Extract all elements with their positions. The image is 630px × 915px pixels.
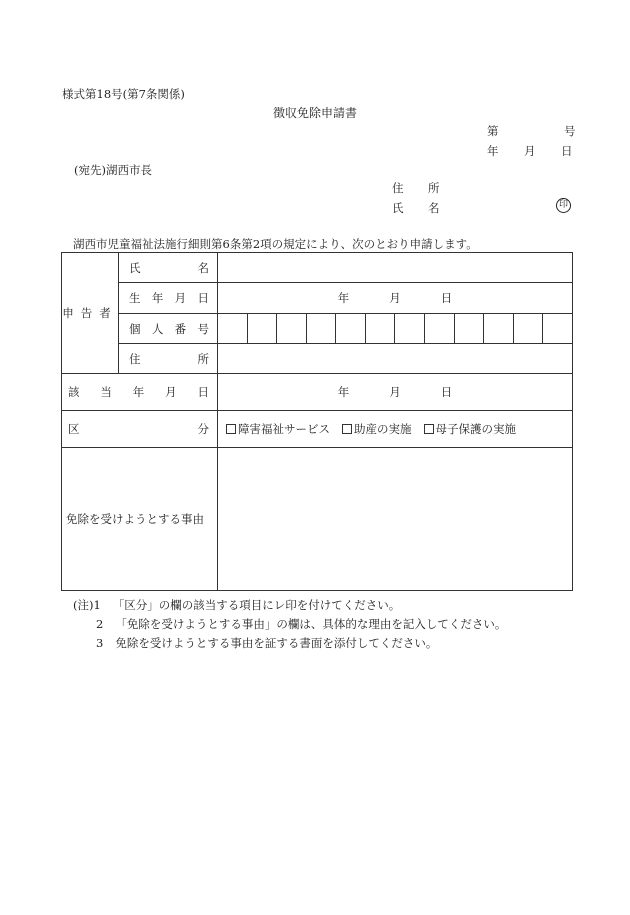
- applicable-date-field[interactable]: [218, 374, 573, 411]
- document-title: 徴収免除申請書: [272, 106, 357, 120]
- mynumber-digit-box[interactable]: [514, 314, 544, 343]
- note-1-number: 1: [93, 598, 101, 612]
- reason-label: 免除を受けようとする事由: [66, 512, 204, 526]
- note-3-text: 免除を受けようとする事由を証する書面を添付してください。: [115, 636, 438, 650]
- birth-date-field[interactable]: [218, 283, 573, 314]
- mynumber-digit-box[interactable]: [395, 314, 425, 343]
- row-label-category-char: 区: [68, 422, 80, 436]
- row-label-address-char: 所: [197, 351, 209, 366]
- mynumber-digit-box[interactable]: [425, 314, 455, 343]
- row-label-birth-char: 月: [174, 291, 187, 305]
- application-table: [61, 252, 573, 591]
- applicant-group-label: 申告者: [62, 253, 119, 374]
- header-date-year: 年: [487, 144, 499, 158]
- note-2: [96, 616, 506, 632]
- row-label-applicable-date-char: 年: [132, 385, 145, 399]
- row-label-applicable-date-char: 日: [197, 385, 209, 399]
- row-label-mynumber: [119, 314, 218, 344]
- applicant-address-label-2: 所: [428, 181, 440, 195]
- mynumber-digit-box[interactable]: [336, 314, 366, 343]
- mynumber-digit-box[interactable]: [366, 314, 396, 343]
- row-label-applicable-date-char: 当: [100, 385, 112, 399]
- note-1: [73, 597, 400, 613]
- note-1-text: 「区分」の欄の該当する項目にレ印を付けてください。: [112, 598, 401, 612]
- row-label-reason: [62, 448, 218, 591]
- row-label-mynumber-char: 個: [129, 321, 141, 336]
- category-field: [218, 411, 573, 448]
- row-label-name-char: 氏: [129, 260, 141, 275]
- row-label-name-char: 名: [197, 260, 209, 275]
- mynumber-digit-box[interactable]: [455, 314, 485, 343]
- birth-year-label: 年: [337, 291, 350, 305]
- applicant-name-label-1: 氏: [392, 201, 404, 215]
- note-2-text: 「免除を受けようとする事由」の欄は、具体的な理由を記入してください。: [115, 617, 507, 631]
- reason-field[interactable]: [218, 448, 573, 591]
- birth-day-label: 日: [440, 291, 453, 305]
- row-label-mynumber-char: 番: [174, 321, 187, 336]
- address-field[interactable]: [218, 344, 573, 374]
- header-date-day: 日: [561, 144, 573, 158]
- mynumber-digit-box[interactable]: [307, 314, 337, 343]
- row-label-birth-char: 日: [197, 291, 209, 305]
- mynumber-digit-box[interactable]: [484, 314, 514, 343]
- intro-text: 湖西市児童福祉法施行細則第6条第2項の規定により、次のとおり申請します。: [73, 237, 478, 251]
- row-label-address: [119, 344, 218, 374]
- applicable-day-label: 日: [440, 385, 453, 399]
- row-label-name: [119, 253, 218, 283]
- header-date-month: 月: [524, 144, 536, 158]
- notes-prefix: (注): [73, 598, 94, 612]
- checkbox-icon[interactable]: [226, 424, 236, 434]
- category-option-label: 助産の実施: [354, 422, 412, 436]
- category-option[interactable]: [424, 422, 519, 436]
- applicable-year-label: 年: [337, 385, 350, 399]
- row-label-birth-char: 生: [129, 291, 141, 305]
- mynumber-digit-box[interactable]: [543, 314, 572, 343]
- row-label-category-char: 分: [197, 422, 209, 436]
- name-field[interactable]: [218, 253, 573, 283]
- category-option-label: 障害福祉サービス: [238, 422, 330, 436]
- mynumber-digit-box[interactable]: [218, 314, 248, 343]
- note-3: [96, 635, 437, 651]
- note-3-number: 3: [96, 636, 104, 650]
- seal-mark: 印: [556, 198, 571, 213]
- row-label-address-char: 住: [129, 351, 141, 366]
- category-option[interactable]: [342, 422, 414, 436]
- checkbox-icon[interactable]: [424, 424, 434, 434]
- form-number: 様式第18号(第7条関係): [62, 87, 185, 101]
- row-label-birth-char: 年: [151, 291, 164, 305]
- row-label-birth: [119, 283, 218, 314]
- applicant-address-label-1: 住: [392, 181, 404, 195]
- note-2-number: 2: [96, 617, 104, 631]
- category-option-label: 母子保護の実施: [435, 422, 516, 436]
- doc-number-label-1: 第: [487, 124, 499, 138]
- row-label-applicable-date-char: 該: [68, 385, 80, 399]
- row-label-mynumber-char: 人: [151, 321, 164, 336]
- row-label-category: [62, 411, 218, 448]
- applicable-month-label: 月: [389, 385, 401, 399]
- applicant-name-label-2: 名: [428, 201, 440, 215]
- addressee: (宛先)湖西市長: [74, 163, 152, 177]
- mynumber-digit-box[interactable]: [277, 314, 307, 343]
- birth-month-label: 月: [389, 291, 401, 305]
- row-label-mynumber-char: 号: [197, 321, 209, 336]
- doc-number-label-2: 号: [564, 124, 576, 138]
- row-label-applicable-date-char: 月: [165, 385, 177, 399]
- mynumber-digit-box[interactable]: [248, 314, 278, 343]
- row-label-applicable-date: [62, 374, 218, 411]
- checkbox-icon[interactable]: [342, 424, 352, 434]
- mynumber-field[interactable]: [218, 314, 573, 344]
- category-option[interactable]: [226, 422, 332, 436]
